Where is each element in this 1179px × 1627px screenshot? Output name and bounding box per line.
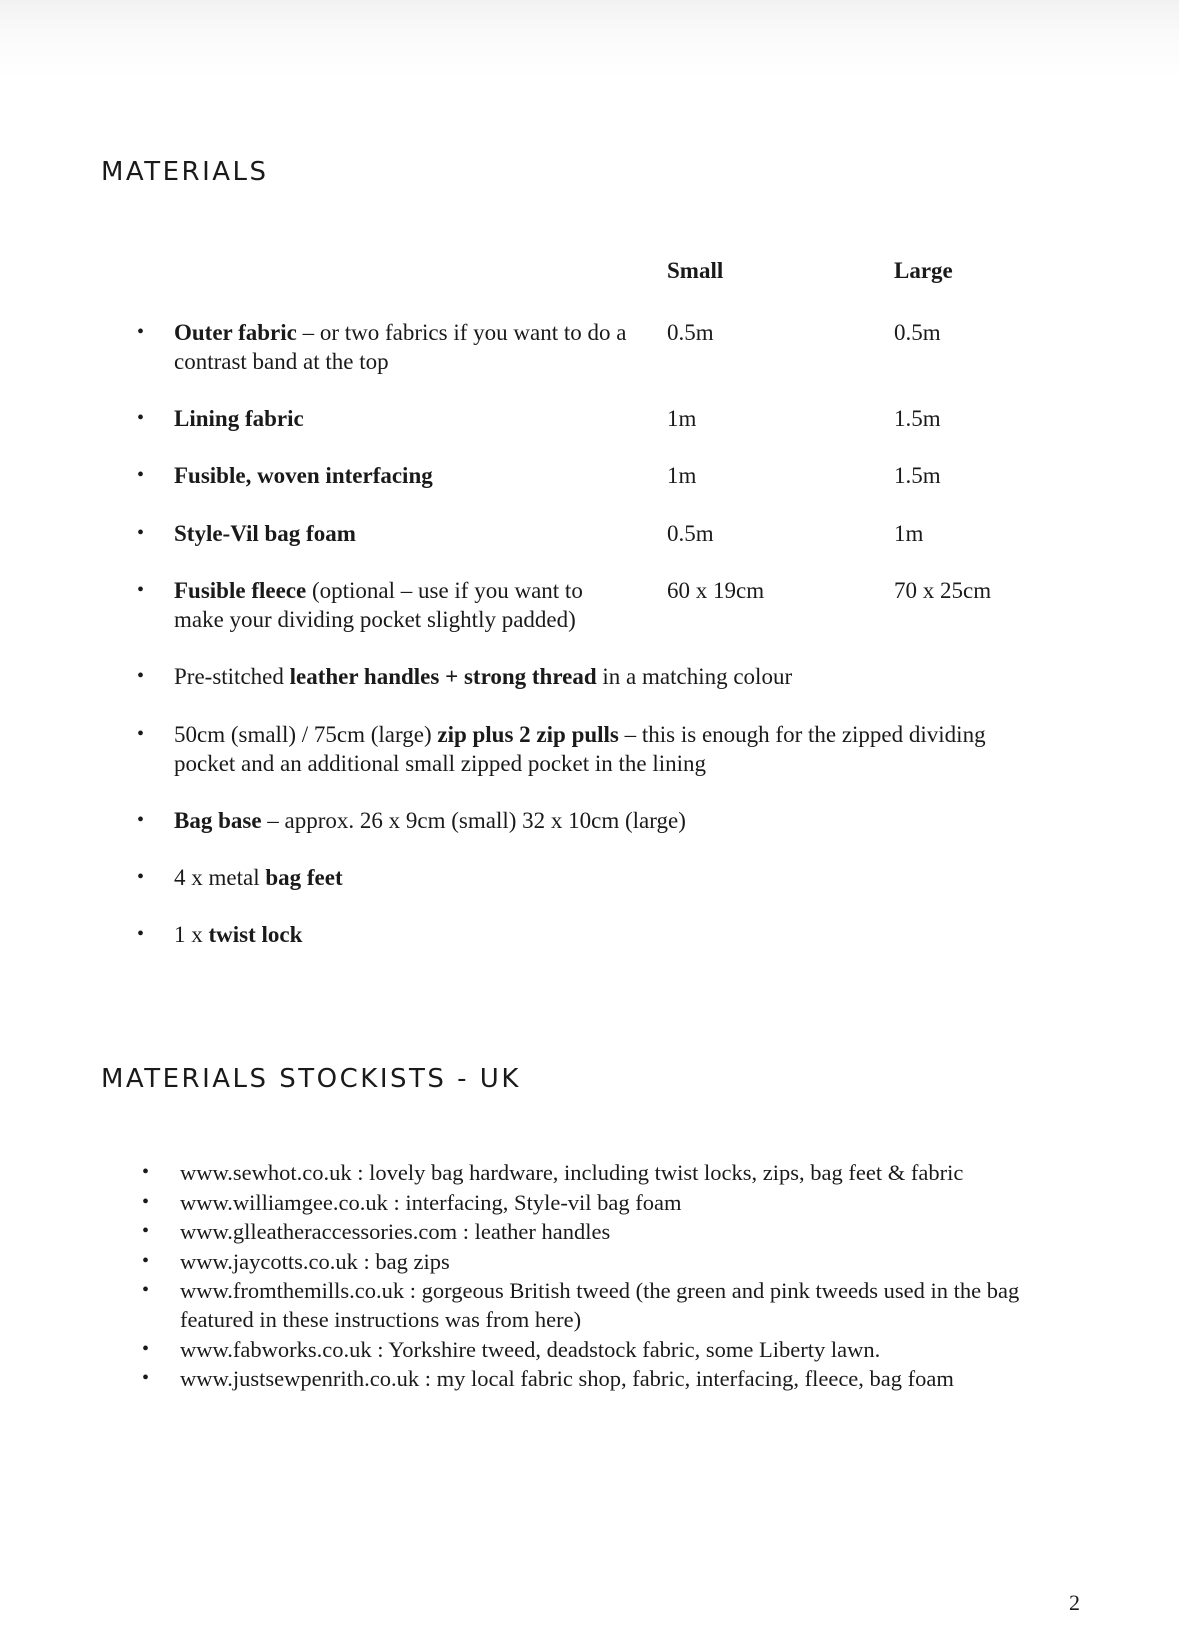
small-quantity: 1m [667, 406, 697, 431]
bullet: • [137, 866, 145, 888]
material-description: 4 x metal bag feet [174, 865, 343, 890]
bullet: • [142, 1367, 150, 1389]
small-quantity: 60 x 19cm [667, 578, 765, 603]
page-number: 2 [1069, 1590, 1080, 1615]
stockists-heading: MATERIALS STOCKISTS - UK [101, 1064, 521, 1094]
small-quantity: 0.5m [667, 521, 714, 546]
material-description: Outer fabric – or two fabrics if you want to do a contrast band at the top [174, 320, 627, 374]
top-shadow [0, 0, 1179, 80]
bullet: • [142, 1220, 150, 1242]
material-description: 1 x twist lock [174, 922, 303, 947]
bullet: • [137, 407, 145, 429]
material-description: 50cm (small) / 75cm (large) zip plus 2 zip pulls – this is enough for the zipped dividing pocket and an additional small zipped pocket in the lining [174, 722, 986, 776]
large-quantity: 1.5m [894, 463, 941, 488]
bullet: • [137, 809, 145, 831]
large-quantity: 70 x 25cm [894, 578, 992, 603]
bullet: • [137, 723, 145, 745]
bullet: • [137, 923, 145, 945]
bullet: • [142, 1279, 150, 1301]
bullet: • [142, 1338, 150, 1360]
bullet: • [142, 1250, 150, 1272]
material-description: Fusible, woven interfacing [174, 463, 433, 488]
large-quantity: 1.5m [894, 406, 941, 431]
bullet: • [137, 579, 145, 601]
small-quantity: 0.5m [667, 320, 714, 345]
bullet: • [137, 321, 145, 343]
material-description: Bag base – approx. 26 x 9cm (small) 32 x 10cm (large) [174, 808, 686, 833]
materials-heading: MATERIALS [101, 157, 269, 187]
bullet: • [142, 1191, 150, 1213]
bullet: • [137, 464, 145, 486]
material-description: Pre-stitched leather handles + strong thread in a matching colour [174, 664, 793, 689]
bullet: • [137, 522, 145, 544]
large-quantity: 0.5m [894, 320, 941, 345]
bullet: • [142, 1161, 150, 1183]
large-quantity: 1m [894, 521, 924, 546]
bullet: • [137, 665, 145, 687]
column-header-large: Large [894, 258, 953, 283]
small-quantity: 1m [667, 463, 697, 488]
material-description: Lining fabric [174, 406, 304, 431]
material-description: Style-Vil bag foam [174, 521, 356, 546]
material-description: Fusible fleece (optional – use if you want to make your dividing pocket slightly padded) [174, 578, 583, 632]
column-header-small: Small [667, 258, 724, 283]
